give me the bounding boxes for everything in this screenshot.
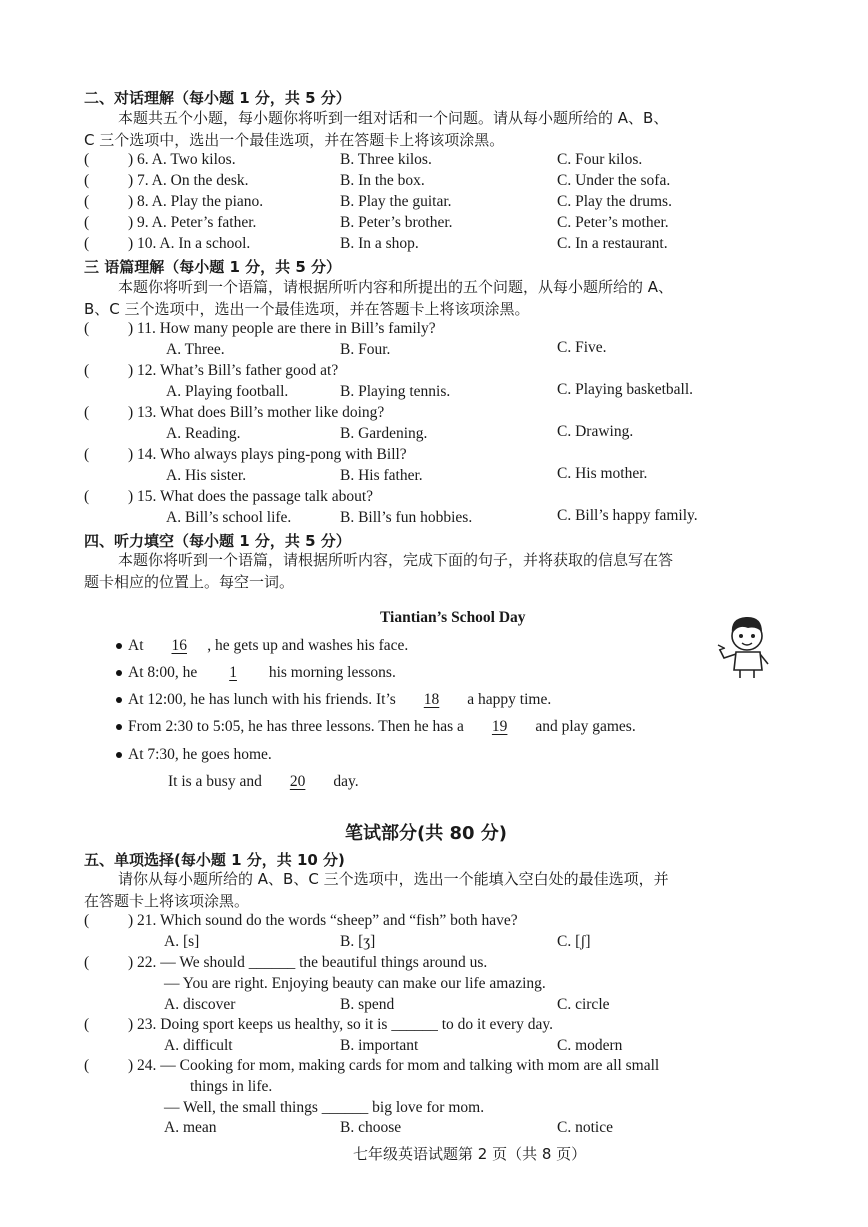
section-5-heading: 五、单项选择(每小题 1 分，共 10 分)	[84, 851, 345, 869]
bullet-icon	[116, 752, 122, 758]
question-21: ( ) 21. Which sound do the words “sheep” and “fish” both have?	[84, 912, 518, 929]
q11-option-b: B. Four.	[340, 341, 391, 358]
written-part-title: 笔试部分(共 80 分)	[345, 823, 508, 844]
question-9: ( ) 9. A. Peter’s father.	[84, 214, 257, 231]
q24-line-2: things in life.	[190, 1078, 273, 1095]
question-8: ( ) 8. A. Play the piano.	[84, 193, 264, 210]
q22-option-c: C. circle	[557, 996, 610, 1013]
listening-passage-title: Tiantian’s School Day	[380, 609, 526, 626]
q15-option-a: A. Bill’s school life.	[166, 509, 292, 526]
q9-option-c: C. Peter’s mother.	[557, 214, 669, 231]
question-11: ( ) 11. How many people are there in Bill’s family?	[84, 320, 436, 337]
question-6: ( ) 6. A. Two kilos.	[84, 151, 236, 168]
blank-18: 18	[423, 691, 440, 708]
page-footer: 七年级英语试题第 2 页（共 8 页）	[353, 1145, 587, 1163]
q11-option-c: C. Five.	[557, 339, 607, 356]
q21-option-c: C. [ʃ]	[557, 933, 591, 950]
question-7: ( ) 7. A. On the desk.	[84, 172, 249, 189]
q11-option-a: A. Three.	[166, 341, 225, 358]
question-24: ( ) 24. — Cooking for mom, making cards for mom and talking with mom are all small	[84, 1057, 660, 1074]
section-5-instructions: 请你从每小题所给的 A、B、C 三个选项中，选出一个能填入空白处的最佳选项，并 在答题卡上将该项涂黑。	[84, 870, 669, 910]
question-15: ( ) 15. What does the passage talk about?	[84, 488, 374, 505]
q14-option-b: B. His father.	[340, 467, 423, 484]
passage-line-16: At 16 , he gets up and washes his face.	[116, 637, 408, 655]
bullet-icon	[116, 670, 122, 676]
bullet-icon	[116, 643, 122, 649]
q12-option-c: C. Playing basketball.	[557, 381, 694, 398]
q8-option-b: B. Play the guitar.	[340, 193, 452, 210]
question-10: ( ) 10. A. In a school.	[84, 235, 251, 252]
q23-option-c: C. modern	[557, 1037, 623, 1054]
passage-line-17: At 8:00, he 1 his morning lessons.	[116, 664, 396, 682]
q6-option-b: B. Three kilos.	[340, 151, 432, 168]
q12-option-a: A. Playing football.	[166, 383, 289, 400]
q14-option-c: C. His mother.	[557, 465, 648, 482]
question-22: ( ) 22. — We should ______ the beautiful things around us.	[84, 954, 488, 971]
q21-option-b: B. [ʒ]	[340, 933, 376, 950]
bullet-icon	[116, 724, 122, 730]
q7-option-b: B. In the box.	[340, 172, 425, 189]
q12-option-b: B. Playing tennis.	[340, 383, 451, 400]
q22-reply: — You are right. Enjoying beauty can make our life amazing.	[164, 975, 546, 992]
blank-20: 20	[289, 773, 306, 790]
q24-option-a: A. mean	[164, 1119, 217, 1136]
q8-option-c: C. Play the drums.	[557, 193, 672, 210]
blank-16: 16	[171, 637, 187, 654]
question-23: ( ) 23. Doing sport keeps us healthy, so it is ______ to do it every day.	[84, 1016, 554, 1033]
passage-line-20: It is a busy and 20 day.	[168, 773, 359, 790]
section-3-instructions: 本题你将听到一个语篇，请根据所听内容和所提出的五个问题，从每小题所给的 A、 B、C 三个选项中，选出一个最佳选项，并在答题卡上将该项涂黑。	[84, 278, 674, 318]
q13-option-c: C. Drawing.	[557, 423, 634, 440]
section-2-instructions: 本题共五个小题，每小题你将听到一组对话和一个问题。请从每小题所给的 A、B、 C 三个选项中，选出一个最佳选项，并在答题卡上将该项涂黑。	[84, 109, 669, 149]
q6-option-c: C. Four kilos.	[557, 151, 643, 168]
bullet-icon	[116, 697, 122, 703]
q24-option-b: B. choose	[340, 1119, 402, 1136]
section-2-heading: 二、对话理解（每小题 1 分，共 5 分）	[84, 89, 351, 107]
q7-option-c: C. Under the sofa.	[557, 172, 671, 189]
q22-option-b: B. spend	[340, 996, 395, 1013]
q9-option-b: B. Peter’s brother.	[340, 214, 453, 231]
passage-line-home: At 7:30, he goes home.	[116, 746, 272, 764]
q23-option-b: B. important	[340, 1037, 419, 1054]
q13-option-b: B. Gardening.	[340, 425, 428, 442]
q10-option-b: B. In a shop.	[340, 235, 419, 252]
q22-option-a: A. discover	[164, 996, 236, 1013]
q14-option-a: A. His sister.	[166, 467, 247, 484]
question-13: ( ) 13. What does Bill’s mother like doing?	[84, 404, 385, 421]
q21-option-a: A. [s]	[164, 933, 200, 950]
q24-option-c: C. notice	[557, 1119, 613, 1136]
blank-17: 1	[229, 664, 237, 681]
q23-option-a: A. difficult	[164, 1037, 233, 1054]
boy-illustration-icon	[716, 612, 780, 680]
question-12: ( ) 12. What’s Bill’s father good at?	[84, 362, 339, 379]
q10-option-c: C. In a restaurant.	[557, 235, 668, 252]
q15-option-c: C. Bill’s happy family.	[557, 507, 698, 524]
question-14: ( ) 14. Who always plays ping-pong with Bill?	[84, 446, 407, 463]
q13-option-a: A. Reading.	[166, 425, 241, 442]
section-4-heading: 四、听力填空（每小题 1 分，共 5 分）	[84, 532, 351, 550]
passage-line-18: At 12:00, he has lunch with his friends. It’s 18 a happy time.	[116, 691, 551, 709]
section-3-heading: 三 语篇理解（每小题 1 分，共 5 分）	[84, 258, 341, 276]
q24-reply: — Well, the small things ______ big love for mom.	[164, 1099, 485, 1116]
q15-option-b: B. Bill’s fun hobbies.	[340, 509, 473, 526]
passage-line-19: From 2:30 to 5:05, he has three lessons. Then he has a 19 and play games.	[116, 718, 636, 736]
blank-19: 19	[491, 718, 508, 735]
section-4-instructions: 本题你将听到一个语篇，请根据所听内容，完成下面的句子，并将获取的信息写在答 题卡相应的位置上。每空一词。	[84, 551, 674, 591]
